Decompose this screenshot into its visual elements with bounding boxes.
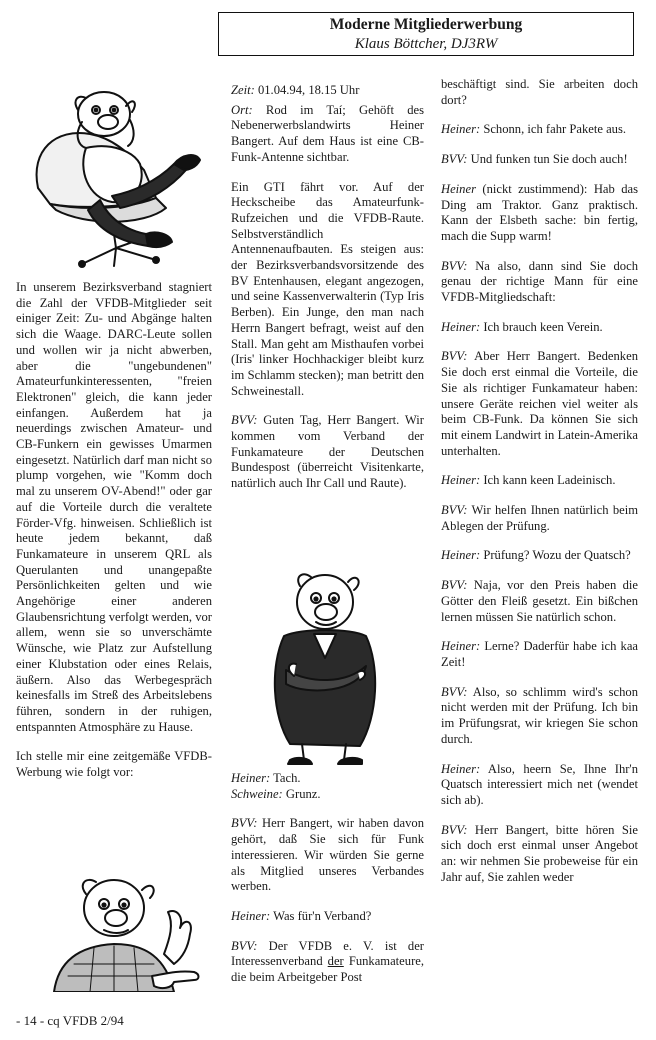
- speaker-label: BVV:: [231, 938, 258, 953]
- dialogue-bvv-9: [441, 685, 638, 748]
- article-title-box: [218, 12, 634, 56]
- dialogue-heiner-3: [441, 122, 638, 138]
- dialogue-text: Guten Tag, Herr Bangert. Wir kommen vom Verband der Funkamateure der Deutschen Bundespost (überreicht Visitenkarte, natürlich auch Ihr Call und Raute).: [231, 413, 424, 491]
- speaker-label: Heiner:: [231, 771, 271, 785]
- underlined-word: der: [327, 954, 344, 969]
- intro-paragraph: In unserem Bezirksverband stagniert die Zahl der VFDB-Mitglieder seit einiger Zeit: Zu- und Abgänge halten sich die Waage. DARC-Leute sollen und wollen wir ja nicht abwerben, aber die "ungebundenen" Amateurfunkinteressenten, "freien Elektronen" gleich, die kann jeder einfangen. Außerdem hat ja neuerdings zwischen Amateur- und CB-Funkern ein gewisses Umarmen eingesetzt. Natürlich darf man nicht so plump vorgehen, wie "Komm doch mal zu unserem OV-Abend!" oder gar auf die Vorteile durch die veraltete Förder-Vfg. hinweisen. Schließlich ist heute jedem bekannt, daß Funkamateure in unserem QRL als Querulanten und unangepaßte Persönlichkeiten gelten und wie Angehörige einer anderen Glaubensrichtung verfolgt werden, vor allem, wenn sie so unverschämte Wünsche, wie Platz zur Aufstellung einer Klubstation oder eines Relais, äußern. Also das Werbegespräch keinesfalls im Streß des Arbeitslebens führen, sondern in der ruhigen, entspannten Atmosphäre zu Hause.: [16, 280, 212, 734]
- intro-closing-paragraph: Ich stelle mir eine zeitgemäße VFDB-Werbung wie folgt vor:: [16, 749, 212, 780]
- speaker-label: BVV:: [441, 503, 468, 518]
- dialogue-text: Ich kann keen Ladeinisch.: [480, 473, 616, 488]
- speaker-label: BVV:: [441, 822, 468, 837]
- dialogue-text: Und funken tun Sie doch auch!: [467, 152, 628, 167]
- dialogue-heiner-2: [231, 909, 424, 925]
- speaker-label: BVV:: [441, 578, 468, 593]
- dialogue-text: Aber Herr Bangert. Bedenken Sie doch erst einmal die Vorteile, die Sie als richtiger Funkamateur haben: unsere Geräte reichen viel weiter als beim CB-Funk. Da können Sie sich mit einem Landwirt in Latein-Amerika unterhalten.: [441, 349, 638, 458]
- speaker-label: Heiner:: [441, 639, 481, 654]
- speaker-label: Heiner:: [441, 319, 481, 334]
- dialogue-heiner-6: [441, 473, 638, 489]
- dialogue-heiner-8: [441, 639, 638, 670]
- dialogue-bvv-7: [441, 503, 638, 534]
- dialogue-heiner-4: [441, 182, 638, 245]
- dialogue-text: Schonn, ich fahr Pakete aus.: [480, 122, 627, 137]
- speaker-label: BVV:: [441, 258, 468, 273]
- dialogue-bvv-6: [441, 349, 638, 459]
- scene-paragraph: Ein GTI fährt vor. Auf der Heckscheibe das Amateurfunk-Rufzeichen und die VFDB-Raute. Selbstverständlich Antennenaufbauten. Es steigen aus: der Bezirksverbandsvorsitzende des BV Entenhausen, elegant angezogen, und seine Kassenverwalterin (Typ Iris Berben). Ein Junge, den man nach Herrn Bangert befragt, weist auf den Stall. Man geht am Misthaufen vorbei (Iris' linker Hochhackiger bleibt kurz im Schlamm stecken); man betritt den Schweinestall.: [231, 179, 424, 398]
- article-column-left: [16, 280, 212, 781]
- dialogue-text: Tach.: [270, 771, 301, 785]
- dialogue-bvv-8: [441, 578, 638, 625]
- dialogue-text: Wir helfen Ihnen natürlich beim Ablegen der Prüfung.: [441, 503, 638, 533]
- speaker-label: Heiner:: [441, 122, 481, 137]
- time-label: Zeit:: [231, 83, 255, 97]
- cartoon-man-arms-crossed: [250, 566, 400, 766]
- dialogue-bvv-10: [441, 823, 638, 886]
- dialogue-text: Also, heern Se, Ihne Ihr'n Quatsch interessiert mich net (wendet sich ab).: [441, 761, 638, 807]
- dialogue-heiner-1: [231, 771, 424, 787]
- dialogue-text: Ich brauch keen Verein.: [480, 319, 603, 334]
- dialogue-bvv-5: [441, 259, 638, 306]
- article-column-middle: [231, 83, 424, 492]
- article-author: Klaus Böttcher, DJ3RW: [354, 36, 498, 52]
- dialogue-continuation: beschäftigt sind. Sie arbeiten doch dort?: [441, 77, 638, 107]
- time-line: [231, 83, 424, 99]
- speaker-label: Heiner:: [441, 761, 481, 776]
- dialogue-text: Herr Bangert, wir haben davon gehört, daß Sie sich für Funk interessieren. Wir würden Sie gerne als Mitglied unseres Verbandes werben.: [231, 816, 424, 894]
- dialogue-text: Naja, vor den Preis haben die Götter den Fleiß gesetzt. Ein bißchen lernen müssen Sie natürlich schon.: [441, 578, 638, 624]
- place-paragraph: [231, 103, 424, 166]
- dialogue-text: Also, so schlimm wird's schon nicht werden mit der Prüfung. Ich bin im Prüfungsrat, wir kriegen Sie schon durch.: [441, 684, 638, 746]
- dialogue-text: (nickt zustimmend): Hab das Ding am Traktor. Ganz praktisch. Kann der Elsbeth sache: bin fertig, mach die Supp warm!: [441, 181, 638, 243]
- dialogue-bvv-3: [231, 939, 424, 986]
- dialogue-heiner-9: [441, 762, 638, 809]
- article-title: Moderne Mitgliederwerbung: [329, 16, 523, 33]
- dialogue-text: Funkamateure, die beim Arbeitgeber Post: [231, 954, 424, 985]
- speaker-label: Heiner:: [441, 548, 481, 563]
- article-column-middle-lower: [231, 771, 424, 986]
- dialogue-bvv-2: [231, 816, 424, 895]
- place-text: Rod im Taí; Gehöft des Nebenerwerbslandwirts Heiner Bangert. Auf dem Haus ist eine CB-Funk-Antenne sichtbar.: [231, 102, 424, 164]
- dialogue-bvv-4: [441, 152, 638, 168]
- speaker-label: BVV:: [231, 413, 258, 428]
- speaker-label: BVV:: [441, 684, 468, 699]
- dialogue-text: Grunz.: [282, 786, 321, 801]
- cartoon-man-in-armchair: [16, 70, 212, 270]
- dialogue-text: Herr Bangert, bitte hören Sie sich doch erst einmal unser Angebot an: wir nehmen Sie probeweise für ein Jahr auf, Sie zahlen weder: [441, 822, 638, 884]
- dialogue-text: Was für'n Verband?: [270, 908, 372, 923]
- dialogue-heiner-5: [441, 320, 638, 336]
- place-label: Ort:: [231, 102, 253, 117]
- dialogue-text: Lerne? Daderfür habe ich kaa Zeit!: [441, 639, 638, 669]
- article-column-right: [441, 77, 638, 885]
- speaker-label: Heiner: [441, 181, 476, 196]
- speaker-label: Heiner:: [231, 908, 271, 923]
- dialogue-text: Prüfung? Wozu der Quatsch?: [480, 548, 631, 563]
- dialogue-schweine: [231, 787, 424, 803]
- speaker-label: Schweine:: [231, 786, 283, 801]
- page-footer: - 14 - cq VFDB 2/94: [16, 1013, 124, 1028]
- speaker-label: BVV:: [441, 152, 468, 167]
- dialogue-text: Na also, dann sind Sie doch genau der richtige Mann für eine VFDB-Mitgliedschaft:: [441, 258, 638, 305]
- dialogue-heiner-7: [441, 548, 638, 564]
- dialogue-text: Der VFDB e. V. ist der Interessenverband: [231, 938, 424, 969]
- speaker-label: Heiner:: [441, 473, 481, 488]
- cartoon-man-pointing: [34, 868, 206, 992]
- speaker-label: BVV:: [231, 816, 258, 831]
- dialogue-bvv-1: [231, 413, 424, 492]
- speaker-label: BVV:: [441, 349, 468, 364]
- time-text: 01.04.94, 18.15 Uhr: [254, 83, 360, 97]
